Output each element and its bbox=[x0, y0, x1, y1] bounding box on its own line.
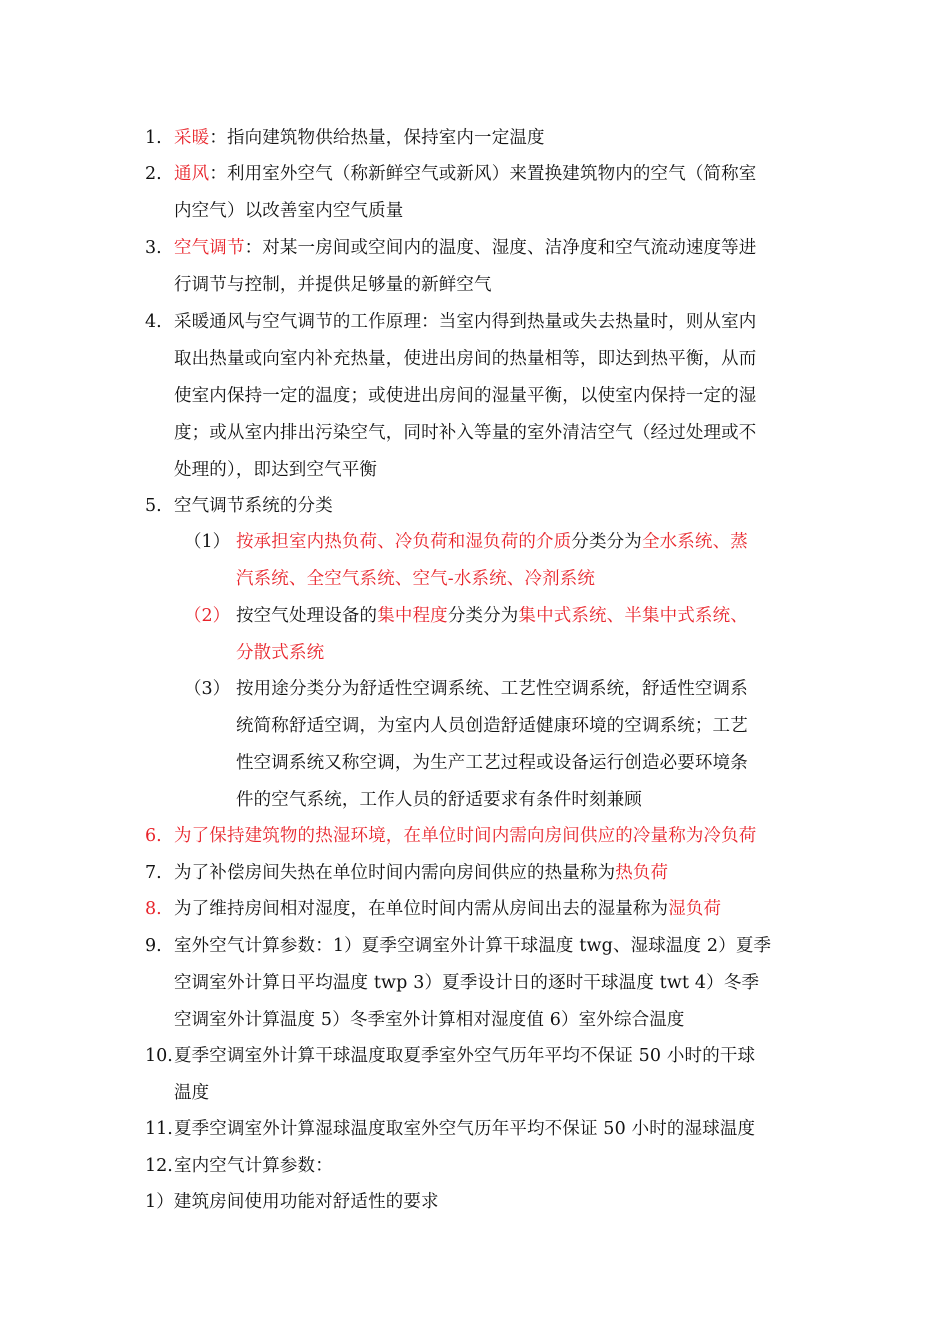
sub-item-number: （1） bbox=[184, 532, 231, 552]
highlight-text: 集中式系统、半集中式系统、 bbox=[518, 606, 748, 626]
paragraph-line: 夏季空调室外计算干球温度取夏季室外空气历年平均不保证 50 小时的干球 bbox=[174, 1046, 756, 1066]
list-item bbox=[174, 162, 756, 186]
item-number: 3. bbox=[145, 238, 162, 258]
term-moisture-load: 湿负荷 bbox=[668, 899, 722, 919]
paragraph-line: 使室内保持一定的温度；或使进出房间的湿量平衡，以使室内保持一定的湿 bbox=[174, 386, 757, 406]
paragraph-line: 处理的），即达到空气平衡 bbox=[174, 460, 378, 480]
sub-item-number: （2） bbox=[184, 606, 231, 626]
sub-item bbox=[236, 604, 748, 628]
paragraph-line: 取出热量或向室内补充热量，使进出房间的热量相等，即达到热平衡，从而 bbox=[174, 349, 757, 369]
highlight-text: 分散式系统 bbox=[236, 643, 325, 663]
list-item bbox=[174, 126, 545, 150]
paragraph-line: 室内空气计算参数： bbox=[174, 1156, 333, 1176]
term-heating: 采暖 bbox=[174, 128, 210, 148]
paragraph-line: 室外空气计算参数：1）夏季空调室外计算干球温度 twg、湿球温度 2）夏季 bbox=[174, 936, 772, 956]
list-item bbox=[174, 897, 721, 921]
highlight-text: 全水系统、蒸 bbox=[641, 532, 748, 552]
section-title: 空气调节系统的分类 bbox=[174, 496, 333, 516]
item-number: 12. bbox=[145, 1156, 173, 1176]
term-air-conditioning: 空气调节 bbox=[174, 238, 245, 258]
plain-text: 分类分为 bbox=[447, 606, 519, 626]
item-number: 11. bbox=[145, 1119, 173, 1139]
item-number: 9. bbox=[145, 936, 162, 956]
plain-text: 分类分为 bbox=[571, 532, 642, 552]
paragraph-line: 空调室外计算日平均温度 twp 3）夏季设计日的逐时干球温度 twt 4）冬季 bbox=[174, 973, 760, 993]
term-heat-load: 热负荷 bbox=[615, 863, 669, 883]
plain-text: 为了补偿房间失热在单位时间内需向房间供应的热量称为 bbox=[174, 863, 616, 883]
definition-text: 内空气）以改善室内空气质量 bbox=[174, 201, 404, 221]
definition-text: ：利用室外空气（称新鲜空气或新风）来置换建筑物内的空气（简称室 bbox=[209, 164, 757, 184]
definition-text: 行调节与控制，并提供足够量的新鲜空气 bbox=[174, 275, 492, 295]
item-number: 8. bbox=[145, 899, 162, 919]
paragraph-line: 按用途分类分为舒适性空调系统、工艺性空调系统，舒适性空调系 bbox=[236, 679, 748, 699]
highlight-text: 集中程度 bbox=[377, 606, 448, 626]
paragraph-line: 性空调系统又称空调，为生产工艺过程或设备运行创造必要环境条 bbox=[236, 753, 748, 773]
definition-text: ：对某一房间或空间内的温度、湿度、洁净度和空气流动速度等进 bbox=[244, 238, 757, 258]
item-number: 1. bbox=[145, 128, 162, 148]
list-item bbox=[174, 861, 668, 885]
paragraph-line: 度；或从室内排出污染空气，同时补入等量的室外清洁空气（经过处理或不 bbox=[174, 423, 757, 443]
term-ventilation: 通风 bbox=[174, 164, 210, 184]
highlight-text: 汽系统、全空气系统、空气-水系统、冷剂系统 bbox=[236, 569, 596, 589]
paragraph-line: 夏季空调室外计算湿球温度取室外空气历年平均不保证 50 小时的湿球温度 bbox=[174, 1119, 756, 1139]
sub-item-number: （3） bbox=[184, 679, 231, 699]
definition-text: ：指向建筑物供给热量，保持室内一定温度 bbox=[209, 128, 545, 148]
item-number: 5. bbox=[145, 496, 162, 516]
paragraph-line: 采暖通风与空气调节的工作原理：当室内得到热量或失去热量时，则从室内 bbox=[174, 312, 757, 332]
highlight-text: 按承担室内热负荷、冷负荷和湿负荷的介质 bbox=[236, 532, 572, 552]
item-number: 2. bbox=[145, 164, 162, 184]
plain-text: 为了维持房间相对湿度，在单位时间内需从房间出去的湿量称为 bbox=[174, 899, 669, 919]
list-item bbox=[174, 236, 756, 260]
paragraph-line: 1）建筑房间使用功能对舒适性的要求 bbox=[145, 1192, 439, 1212]
item-number: 7. bbox=[145, 863, 162, 883]
item-number: 10. bbox=[145, 1046, 173, 1066]
paragraph-line: 温度 bbox=[174, 1083, 210, 1103]
item-number: 4. bbox=[145, 312, 162, 332]
sub-item bbox=[236, 530, 748, 554]
paragraph-line: 空调室外计算温度 5）冬季室外计算相对湿度值 6）室外综合温度 bbox=[174, 1010, 685, 1030]
definition-cooling-load: 为了保持建筑物的热湿环境，在单位时间内需向房间供应的冷量称为冷负荷 bbox=[174, 826, 757, 846]
item-number: 6. bbox=[145, 826, 162, 846]
paragraph-line: 件的空气系统，工作人员的舒适要求有条件时刻兼顾 bbox=[236, 790, 642, 810]
paragraph-line: 统简称舒适空调，为室内人员创造舒适健康环境的空调系统；工艺 bbox=[236, 716, 748, 736]
plain-text: 按空气处理设备的 bbox=[236, 606, 378, 626]
